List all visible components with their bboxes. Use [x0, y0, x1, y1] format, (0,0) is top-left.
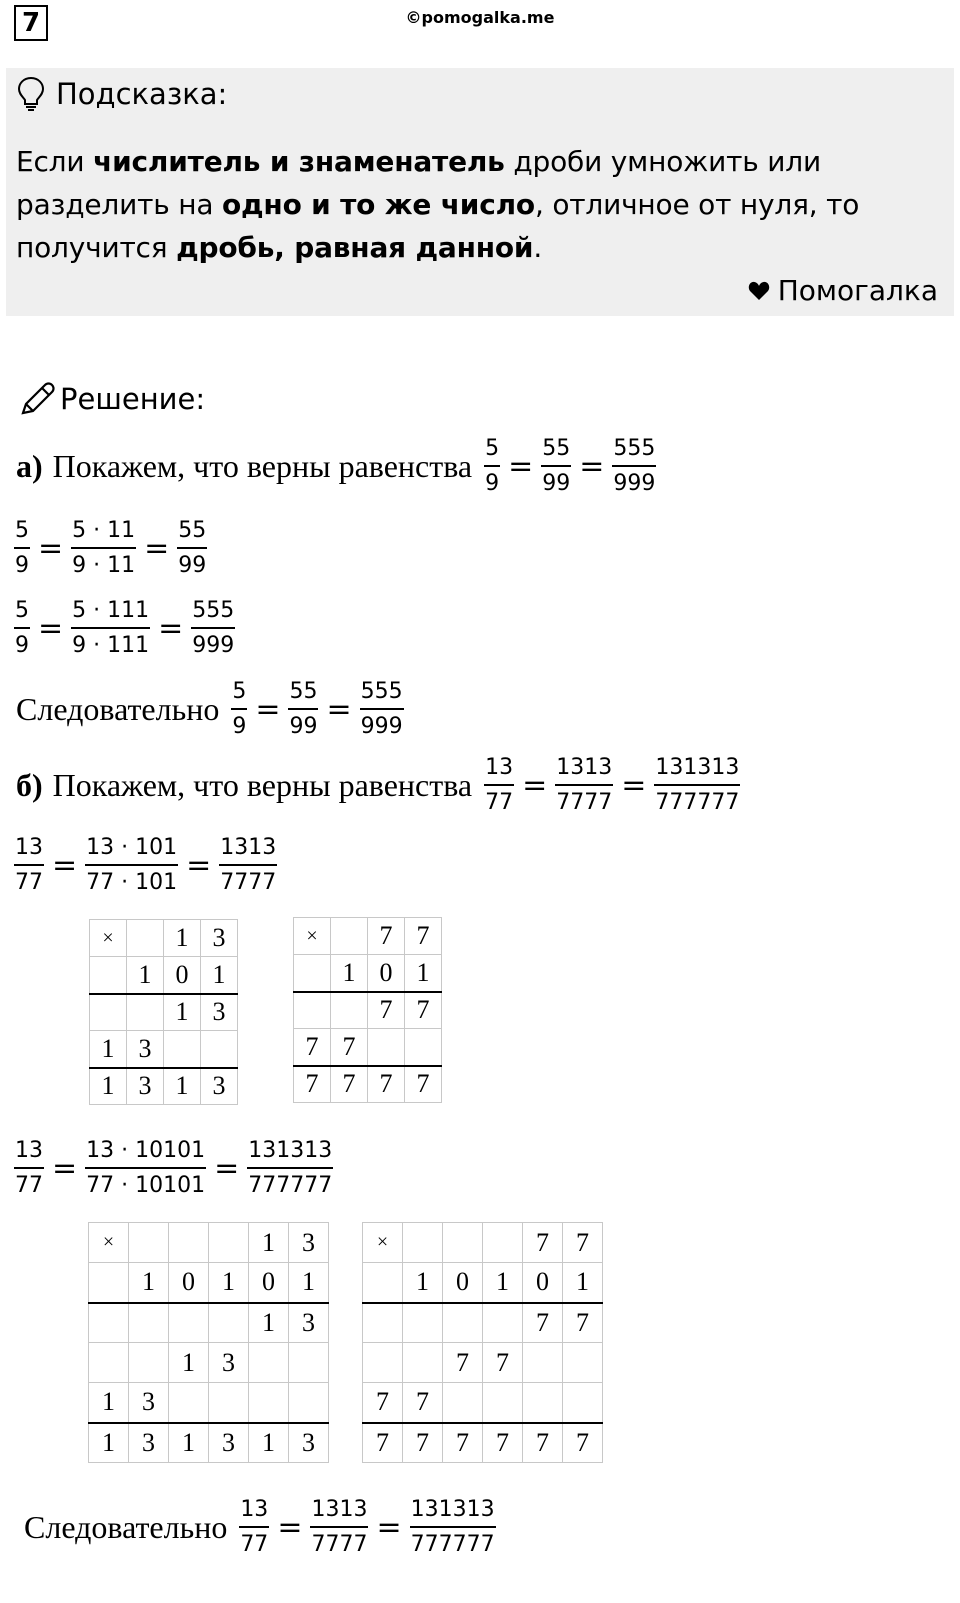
numerator: 555: [191, 598, 235, 629]
fraction: [239, 1497, 269, 1558]
table-cell: 1: [289, 1263, 329, 1303]
multiplication-table-13x10101: [88, 1222, 329, 1463]
table-cell: [363, 1343, 403, 1383]
hint-text-part: , отличное от нуля, то получится: [16, 188, 860, 264]
table-row: [294, 918, 442, 955]
table-cell: [201, 1031, 238, 1068]
fraction: [612, 436, 656, 497]
equals-sign: =: [158, 611, 184, 646]
denominator: 999: [613, 471, 656, 496]
equals-sign: =: [579, 449, 605, 484]
table-cell: [363, 1263, 403, 1303]
table-cell: [443, 1223, 483, 1263]
denominator: 99: [542, 471, 571, 496]
part-label: а): [16, 448, 43, 484]
hint-text-part: .: [533, 231, 543, 264]
fraction: [288, 679, 318, 740]
equation: [237, 1497, 497, 1558]
table-cell: [289, 1343, 329, 1383]
numerator: 13: [14, 1138, 44, 1169]
table-row: [89, 1383, 329, 1423]
denominator: 9: [232, 714, 247, 739]
solution-title-text: Решение:: [60, 382, 206, 416]
table-cell: [483, 1383, 523, 1423]
equals-sign: =: [38, 611, 64, 646]
table-cell: 1: [127, 957, 164, 994]
statement-text: Покажем, что верны равенства: [52, 767, 473, 803]
numerator: 1313: [310, 1497, 368, 1528]
table-row: [90, 957, 238, 994]
table-row: [90, 920, 238, 957]
conclusion-text: Следовательно: [24, 1509, 228, 1545]
denominator: 7777: [220, 870, 277, 895]
table-cell: 1: [209, 1263, 249, 1303]
table-cell: 0: [443, 1263, 483, 1303]
denominator: 9: [15, 633, 29, 658]
table-cell: [127, 920, 164, 957]
table-cell: 1: [249, 1223, 289, 1263]
table-cell: 3: [127, 1068, 164, 1105]
table-cell: [363, 1303, 403, 1343]
numerator: 5: [231, 679, 247, 710]
table-row: [89, 1263, 329, 1303]
table-cell: 1: [403, 1263, 443, 1303]
statement-text: Покажем, что верны равенства: [52, 448, 473, 484]
numerator: 13 · 10101: [85, 1138, 206, 1169]
equals-sign: =: [277, 1510, 303, 1545]
denominator: 77: [15, 1173, 43, 1198]
denominator: 99: [178, 553, 207, 578]
fraction: [360, 679, 404, 740]
denominator: 777777: [655, 790, 740, 815]
hint-bold-part: одно и то же число: [221, 188, 535, 221]
table-row: [90, 1031, 238, 1068]
table-cell: [403, 1343, 443, 1383]
hint-text-part: Если: [16, 145, 94, 178]
table-cell: 7: [405, 1066, 442, 1103]
table-cell: 3: [289, 1423, 329, 1463]
table-cell: 3: [289, 1223, 329, 1263]
table-cell: [89, 1303, 129, 1343]
fraction: [14, 518, 30, 579]
numerator: 13: [239, 1497, 269, 1528]
denominator: 9: [485, 471, 500, 496]
hint-text-part: дроби умножить или разделить на: [16, 145, 821, 221]
table-row: [363, 1303, 603, 1343]
table-cell: [169, 1303, 209, 1343]
table-cell: 7: [563, 1223, 603, 1263]
table-cell: [129, 1343, 169, 1383]
equation: [482, 436, 658, 497]
denominator: 999: [192, 633, 235, 658]
table-cell: [209, 1303, 249, 1343]
equals-sign: =: [52, 1151, 78, 1186]
table-cell: 7: [331, 1029, 368, 1066]
equation: [12, 598, 237, 659]
table-cell: 1: [405, 955, 442, 992]
numerator: 5: [484, 436, 500, 467]
conclusion-text: Следовательно: [16, 691, 220, 727]
table-row: [90, 1068, 238, 1105]
numerator: 55: [541, 436, 571, 467]
equation: [12, 1138, 335, 1199]
numerator: 55: [177, 518, 207, 549]
table-cell: 3: [201, 920, 238, 957]
table-cell: [294, 955, 331, 992]
table-cell: 7: [368, 918, 405, 955]
table-cell: 7: [368, 992, 405, 1029]
numerator: 13: [484, 755, 514, 786]
table-cell: [209, 1383, 249, 1423]
equals-sign: =: [38, 531, 64, 566]
table-row: [294, 1066, 442, 1103]
table-cell: ×: [89, 1223, 129, 1263]
equals-sign: =: [144, 531, 170, 566]
table-cell: 1: [89, 1423, 129, 1463]
table-cell: [523, 1383, 563, 1423]
part-a-step1: [12, 518, 209, 579]
table-cell: 1: [129, 1263, 169, 1303]
table-cell: 1: [331, 955, 368, 992]
table-cell: 7: [294, 1029, 331, 1066]
equals-sign: =: [214, 1151, 240, 1186]
table-cell: 7: [443, 1423, 483, 1463]
table-cell: [483, 1223, 523, 1263]
table-cell: [129, 1303, 169, 1343]
pencil-icon: [18, 380, 56, 418]
equals-sign: =: [376, 1510, 402, 1545]
table-row: [363, 1263, 603, 1303]
table-cell: 3: [289, 1303, 329, 1343]
part-b-step1: [12, 835, 279, 896]
table-cell: 7: [294, 1066, 331, 1103]
fraction: [85, 1138, 206, 1199]
table-cell: 7: [363, 1383, 403, 1423]
table-row: [363, 1223, 603, 1263]
table-cell: 0: [368, 955, 405, 992]
table-cell: 7: [523, 1423, 563, 1463]
brand-name: Помогалка: [777, 274, 938, 307]
table-cell: [403, 1303, 443, 1343]
denominator: 77: [15, 870, 43, 895]
fraction: [14, 1138, 44, 1199]
numerator: 555: [360, 679, 404, 710]
hint-bold-part: дробь, равная данной: [176, 231, 534, 264]
multiplication-table-77x10101: [362, 1222, 603, 1463]
table-cell: 1: [90, 1031, 127, 1068]
lightbulb-icon: [16, 76, 46, 112]
table-cell: 7: [405, 992, 442, 1029]
table-cell: 3: [127, 1031, 164, 1068]
equals-sign: =: [522, 768, 548, 803]
table-cell: [169, 1223, 209, 1263]
table-cell: [164, 1031, 201, 1068]
table-cell: 1: [169, 1343, 209, 1383]
fraction: [484, 755, 514, 816]
table-row: [363, 1423, 603, 1463]
table-cell: [563, 1383, 603, 1423]
table-cell: 3: [209, 1343, 249, 1383]
table-row: [294, 955, 442, 992]
table-cell: 3: [209, 1423, 249, 1463]
table-cell: 1: [249, 1423, 289, 1463]
table-cell: [331, 992, 368, 1029]
table-cell: 7: [403, 1383, 443, 1423]
table-cell: [129, 1223, 169, 1263]
table-cell: 1: [249, 1303, 289, 1343]
table-cell: 7: [403, 1423, 443, 1463]
denominator: 9: [15, 553, 29, 578]
table-cell: 3: [129, 1383, 169, 1423]
fraction: [71, 598, 150, 659]
brand-signature: [748, 274, 938, 307]
numerator: 131313: [654, 755, 740, 786]
denominator: 9 · 111: [72, 633, 150, 658]
denominator: 7777: [311, 1532, 368, 1557]
numerator: 13: [14, 835, 44, 866]
heart-icon: [748, 281, 770, 301]
table-cell: [403, 1223, 443, 1263]
fraction: [541, 436, 571, 497]
table-cell: 1: [563, 1263, 603, 1303]
table-cell: 0: [169, 1263, 209, 1303]
hint-title-text: Подсказка:: [56, 77, 228, 111]
table-cell: 1: [90, 1068, 127, 1105]
fraction: [231, 679, 247, 740]
denominator: 77: [240, 1532, 269, 1557]
denominator: 777777: [248, 1173, 333, 1198]
denominator: 777777: [410, 1532, 495, 1557]
table-cell: 1: [483, 1263, 523, 1303]
table-cell: 7: [523, 1223, 563, 1263]
hint-bold-part: числитель и знаменатель: [93, 145, 505, 178]
equals-sign: =: [621, 768, 647, 803]
table-cell: [294, 992, 331, 1029]
table-cell: 3: [201, 1068, 238, 1105]
table-cell: 7: [368, 1066, 405, 1103]
fraction: [654, 755, 740, 816]
table-cell: 7: [483, 1423, 523, 1463]
table-row: [363, 1343, 603, 1383]
table-cell: [89, 1263, 129, 1303]
part-a-step2: [12, 598, 237, 659]
table-row: [363, 1383, 603, 1423]
table-cell: [443, 1303, 483, 1343]
equation: [12, 835, 279, 896]
denominator: 9 · 11: [72, 553, 136, 578]
numerator: 5: [14, 518, 30, 549]
table-cell: 7: [483, 1343, 523, 1383]
table-cell: [90, 957, 127, 994]
table-cell: 3: [129, 1423, 169, 1463]
table-cell: [483, 1303, 523, 1343]
numerator: 13 · 101: [85, 835, 178, 866]
fraction: [14, 835, 44, 896]
numerator: 5: [14, 598, 30, 629]
numerator: 555: [612, 436, 656, 467]
table-cell: [563, 1343, 603, 1383]
table-cell: ×: [294, 918, 331, 955]
equals-sign: =: [255, 692, 281, 727]
denominator: 7777: [556, 790, 613, 815]
numerator: 1313: [555, 755, 613, 786]
table-cell: 0: [164, 957, 201, 994]
table-row: [89, 1303, 329, 1343]
numerator: 131313: [247, 1138, 333, 1169]
numerator: 131313: [410, 1497, 496, 1528]
table-cell: [249, 1383, 289, 1423]
table-cell: [331, 918, 368, 955]
part-b-conclusion: [24, 1497, 498, 1558]
equals-sign: =: [326, 692, 352, 727]
table-cell: 7: [563, 1303, 603, 1343]
numerator: 5 · 11: [71, 518, 136, 549]
table-cell: [443, 1383, 483, 1423]
multiplication-table-13x101: [89, 919, 238, 1105]
table-row: [89, 1423, 329, 1463]
fraction: [247, 1138, 333, 1199]
table-row: [294, 992, 442, 1029]
numerator: 1313: [219, 835, 277, 866]
numerator: 5 · 111: [71, 598, 150, 629]
numerator: 55: [288, 679, 318, 710]
task-number: 7: [14, 5, 48, 41]
part-a-conclusion: [16, 679, 406, 740]
table-cell: ×: [363, 1223, 403, 1263]
table-cell: [127, 994, 164, 1031]
table-cell: 7: [563, 1423, 603, 1463]
denominator: 99: [289, 714, 318, 739]
equals-sign: =: [508, 449, 534, 484]
table-cell: 1: [201, 957, 238, 994]
multiplication-table-77x101: [293, 917, 442, 1103]
table-cell: [289, 1383, 329, 1423]
table-cell: 7: [331, 1066, 368, 1103]
equation: [229, 679, 405, 740]
table-cell: [368, 1029, 405, 1066]
fraction: [71, 518, 136, 579]
table-cell: [90, 994, 127, 1031]
part-a-statement: [16, 436, 658, 497]
table-cell: [249, 1343, 289, 1383]
hint-text: [16, 140, 936, 269]
denominator: 77: [485, 790, 514, 815]
table-cell: 1: [164, 920, 201, 957]
fraction: [310, 1497, 368, 1558]
table-cell: 7: [523, 1303, 563, 1343]
site-watermark: ©pomogalka.me: [405, 8, 555, 27]
table-cell: ×: [90, 920, 127, 957]
table-cell: 1: [89, 1383, 129, 1423]
fraction: [410, 1497, 496, 1558]
table-cell: [405, 1029, 442, 1066]
part-label: б): [16, 767, 43, 803]
fraction: [219, 835, 277, 896]
equation: [12, 518, 209, 579]
table-cell: [89, 1343, 129, 1383]
fraction: [177, 518, 207, 579]
table-row: [89, 1223, 329, 1263]
part-b-step2: [12, 1138, 335, 1199]
table-cell: 7: [405, 918, 442, 955]
fraction: [484, 436, 500, 497]
table-cell: 1: [169, 1423, 209, 1463]
table-cell: 3: [201, 994, 238, 1031]
denominator: 77 · 10101: [86, 1173, 206, 1198]
table-cell: 1: [164, 994, 201, 1031]
fraction: [14, 598, 30, 659]
denominator: 999: [360, 714, 403, 739]
denominator: 77 · 101: [86, 870, 178, 895]
fraction: [85, 835, 178, 896]
hint-title: [16, 76, 227, 112]
table-cell: 7: [363, 1423, 403, 1463]
fraction: [191, 598, 235, 659]
table-row: [89, 1343, 329, 1383]
table-cell: 7: [443, 1343, 483, 1383]
table-cell: 0: [249, 1263, 289, 1303]
equation: [482, 755, 742, 816]
table-row: [90, 994, 238, 1031]
equals-sign: =: [52, 848, 78, 883]
table-row: [294, 1029, 442, 1066]
equals-sign: =: [186, 848, 212, 883]
table-cell: 1: [164, 1068, 201, 1105]
table-cell: [209, 1223, 249, 1263]
part-b-statement: [16, 755, 742, 816]
table-cell: 0: [523, 1263, 563, 1303]
table-cell: [169, 1383, 209, 1423]
solution-title: [18, 380, 205, 418]
table-cell: [523, 1343, 563, 1383]
fraction: [555, 755, 613, 816]
